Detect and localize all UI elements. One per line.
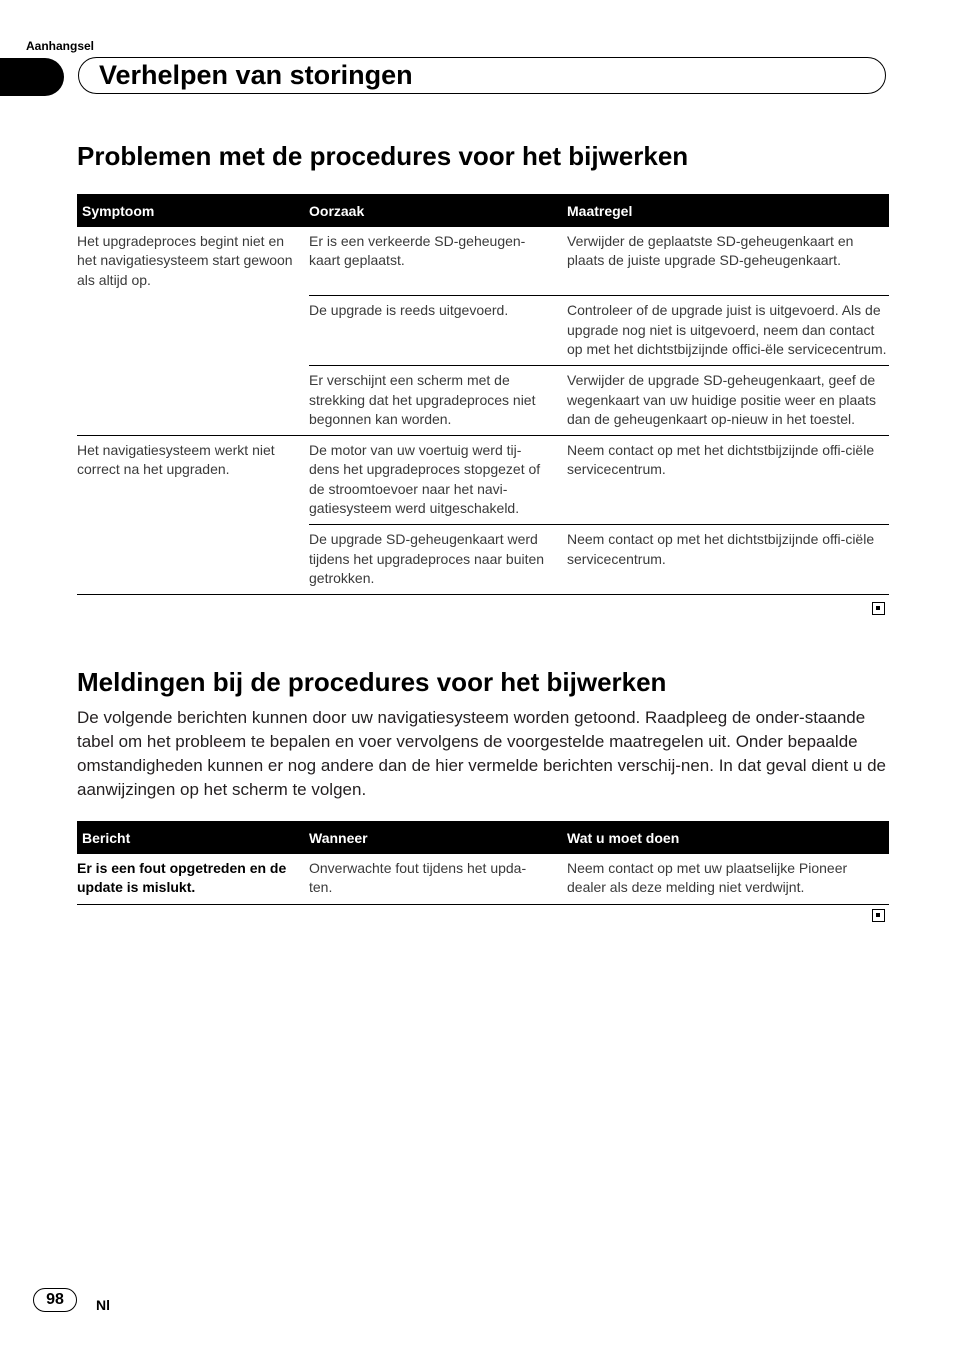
when-cell: Onverwachte fout tijdens het upda-ten.	[309, 854, 567, 904]
action-cell: Controleer of de upgrade juist is uitgevoerd. Als de upgrade nog niet is uitgevoerd, neem dan contact op met het dichtstbijzijnde offici-ële servicecentrum.	[567, 296, 889, 366]
table-row	[77, 525, 889, 595]
section-label: Aanhangsel	[26, 39, 95, 53]
table-row	[77, 366, 889, 436]
table-row	[77, 296, 889, 366]
section2-title: Meldingen bij de procedures voor het bijwerken	[77, 667, 667, 697]
messages-table	[77, 821, 889, 905]
section1-title: Problemen met de procedures voor het bijwerken	[77, 141, 689, 171]
cause-cell: De upgrade SD-geheugenkaart werd tijdens het upgradeproces naar buiten getrokken.	[309, 525, 567, 595]
table-row	[77, 227, 889, 296]
message-cell: Er is een fout opgetreden en de update is mislukt.	[77, 854, 309, 904]
column-header-message: Bericht	[77, 821, 309, 854]
end-of-section-icon	[872, 602, 885, 615]
action-cell: Verwijder de upgrade SD-geheugenkaart, geef de wegenkaart van uw huidige positie weer en plaats dan de geheugenkaart op-nieuw in het toestel.	[567, 366, 889, 436]
end-of-section-icon	[872, 909, 885, 922]
page-number: 98	[33, 1288, 77, 1312]
column-header-what-to-do: Wat u moet doen	[567, 821, 889, 854]
chapter-header	[78, 57, 886, 94]
cause-cell: De upgrade is reeds uitgevoerd.	[309, 296, 567, 366]
column-header-cause: Oorzaak	[309, 194, 567, 227]
troubleshooting-table	[77, 194, 889, 595]
symptom-cell	[77, 525, 309, 595]
action-cell: Neem contact op met het dichtstbijzijnde offi-ciële servicecentrum.	[567, 525, 889, 595]
action-cell: Verwijder de geplaatste SD-geheugenkaart en plaats de juiste upgrade SD-geheugenkaart.	[567, 233, 854, 269]
table-header-row	[77, 194, 889, 227]
column-header-symptom: Symptoom	[77, 194, 309, 227]
cause-cell: De motor van uw voertuig werd tij-dens het upgradeproces stopgezet of de stroomtoevoer naar het navi-gatiesysteem werd uitgeschakeld.	[309, 436, 567, 525]
symptom-cell	[77, 296, 309, 366]
symptom-cell	[77, 366, 309, 436]
language-code: Nl	[96, 1297, 110, 1313]
column-header-when: Wanneer	[309, 821, 567, 854]
chapter-title: Verhelpen van storingen	[99, 60, 413, 90]
table-header-row	[77, 821, 889, 854]
action-cell: Neem contact op met het dichtstbijzijnde offi-ciële servicecentrum.	[567, 436, 889, 525]
table-row	[77, 436, 889, 525]
section2-intro: De volgende berichten kunnen door uw navigatiesysteem worden getoond. Raadpleeg de onder-staande tabel om het probleem te bepalen en voer vervolgens de voorgestelde maatregelen uit. Onder bepaalde omstandigheden kunnen er nog andere dan de hier vermelde berichten verschij-nen. In dat geval dient u de aanwijzingen op het scherm te volgen.	[77, 708, 886, 799]
table-row	[77, 854, 889, 904]
chapter-tab-marker	[0, 58, 64, 96]
symptom-cell: Het navigatiesysteem werkt niet correct na het upgraden.	[77, 436, 309, 525]
cause-cell: Er is een verkeerde SD-geheugen-kaart geplaatst.	[309, 233, 526, 269]
action-cell: Neem contact op met uw plaatselijke Pioneer dealer als deze melding niet verdwijnt.	[567, 854, 889, 904]
symptom-cell: Het upgradeproces begint niet en het navigatiesysteem start gewoon als altijd op.	[77, 233, 293, 288]
column-header-action: Maatregel	[567, 194, 889, 227]
cause-cell: Er verschijnt een scherm met de strekking dat het upgradeproces niet begonnen kan worden.	[309, 366, 567, 436]
